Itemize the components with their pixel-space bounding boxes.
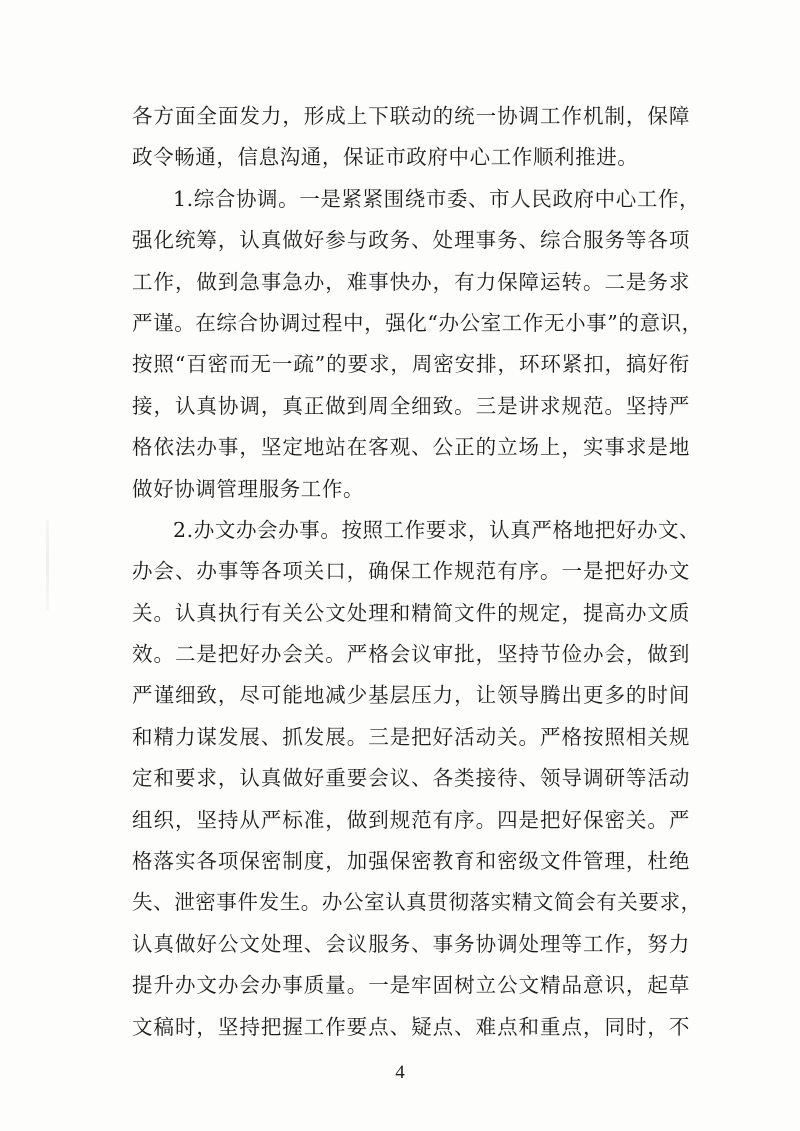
text-line: 按照“百密而无一疏”的要求，周密安排，环环紧扣，搞好衔: [132, 352, 690, 377]
text-line: 强化统筹，认真做好参与政务、处理事务、综合服务等各项: [132, 228, 690, 253]
text-line: 文稿时，坚持把握工作要点、疑点、难点和重点，同时，不: [132, 1014, 690, 1039]
text-line: 格落实各项保密制度，加强保密教育和密级文件管理，杜绝: [132, 849, 690, 874]
body-text: [132, 96, 703, 1048]
text-line: 效。二是把好办会关。严格会议审批，坚持节俭办会，做到: [132, 642, 690, 667]
text-line: 和精力谋发展、抓发展。三是把好活动关。严格按照相关规: [132, 724, 690, 749]
page-number: 4: [395, 1062, 405, 1083]
scan-margin-mark: [46, 520, 49, 610]
text-line: 格依法办事，坚定地站在客观、公正的立场上，实事求是地: [132, 435, 690, 460]
text-line: 失、泄密事件发生。办公室认真贯彻落实精文简会有关要求，: [132, 890, 702, 915]
text-line: 定和要求，认真做好重要会议、各类接待、领导调研等活动: [132, 766, 690, 791]
text-line: 做好协调管理服务工作。: [132, 476, 365, 501]
text-line: 接，认真协调，真正做到周全细致。三是讲求规范。坚持严: [132, 393, 690, 418]
text-line: 提升办文办会办事质量。一是牢固树立公文精品意识，起草: [132, 973, 690, 998]
text-line: 各方面全面发力，形成上下联动的统一协调工作机制，保障: [132, 104, 690, 128]
text-line: 1.综合协调。一是紧紧围绕市委、市人民政府中心工作，: [173, 186, 701, 211]
text-line: 认真做好公文处理、会议服务、事务协调处理等工作，努力: [132, 931, 690, 956]
text-line: 2.办文办会办事。按照工作要求，认真严格地把好办文、: [173, 517, 701, 542]
text-line: 工作，做到急事急办，难事快办，有力保障运转。二是务求: [132, 269, 690, 294]
text-line: 严谨。在综合协调过程中，强化“办公室工作无小事”的意识，: [132, 310, 703, 335]
text-line: 严谨细致，尽可能地减少基层压力，让领导腾出更多的时间: [132, 683, 690, 708]
text-line: 办会、办事等各项关口，确保工作规范有序。一是把好办文: [132, 559, 690, 584]
text-line: 关。认真执行有关公文处理和精简文件的规定，提高办文质: [132, 600, 690, 625]
text-line: 政令畅通，信息沟通，保证市政府中心工作顺利推进。: [132, 145, 639, 170]
text-line: 组织，坚持从严标准，做到规范有序。四是把好保密关。严: [132, 807, 690, 832]
